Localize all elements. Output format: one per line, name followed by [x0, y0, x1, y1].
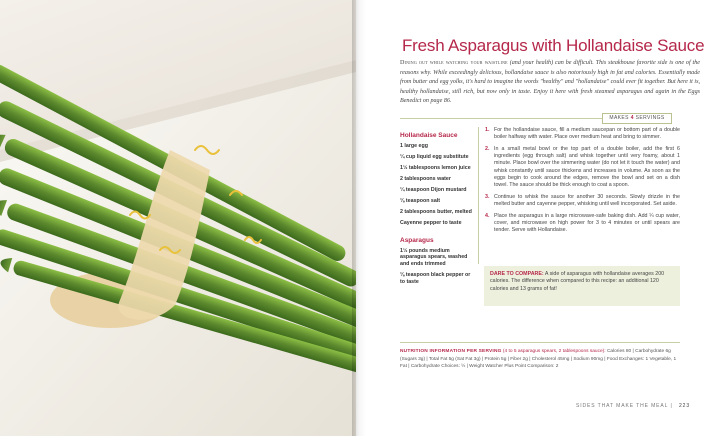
- footer-section: SIDES THAT MAKE THE MEAL: [575, 403, 669, 409]
- page-footer: [540, 403, 690, 409]
- makes-suffix: SERVINGS: [635, 115, 665, 121]
- step-number: 1.: [485, 127, 490, 133]
- ingredient-item: Cayenne pepper to taste: [400, 219, 462, 226]
- step-number: 3.: [485, 193, 490, 200]
- step-number: 2.: [485, 145, 490, 152]
- makes-count: 4: [630, 115, 634, 121]
- ingredient-item: ¼ teaspoon Dijon mustard: [400, 186, 467, 193]
- recipe-page: [366, 0, 710, 436]
- step-number: 4.: [485, 212, 490, 219]
- ingredient-item: ⅛ teaspoon salt: [400, 197, 441, 204]
- dare-text: A side of asparagus with hollandaise averages 200 calories. The difference when compared to this recipe: an additional 120 calories and 13 grams of fat!: [490, 271, 665, 292]
- step-text: In a small metal bowl or the top part of a double boiler, add the first 6 ingredients (egg through salt) and whisk together until very foamy, about 1 minute. Place bowl over the simmering water (do not let it touch the water) and whisk constantly until sauce thickens and increases in volume. As soon as the eggs begin to cook around the edges, remove the bowl and set on a dish towel. The sauce should be thick enough to coat a spoon.: [494, 145, 680, 189]
- asparagus-heading: Asparagus: [400, 236, 434, 244]
- ingredient-item: ¼ cup liquid egg substitute: [400, 153, 469, 160]
- direction-step: [485, 213, 680, 235]
- makes-servings-box: [602, 113, 672, 124]
- intro-body: (and your health) can be difficult. This steakhouse favorite side is one of the reasons why. While exceedingly delicious, hollandaise sauce is also notoriously high in fat and calories. Essentially made from butter and egg yolks, it's hard to imagine the words "healthy" and "hollandaise" could ever fit together. But here it is, healthy hollandaise, still rich, but now only in taste. Enjoy it here with fresh steamed asparagus and again in the Eggs Benedict on page 86.: [400, 60, 700, 104]
- dare-label: DARE TO COMPARE:: [490, 271, 544, 277]
- ingredient-item: 2 tablespoons butter, melted: [400, 208, 472, 215]
- ingredient-item: ⅛ teaspoon black pepper or to taste: [400, 272, 471, 286]
- makes-prefix: MAKES: [609, 115, 629, 121]
- makes-divider: [400, 118, 602, 119]
- ingredient-item: 1½ tablespoons lemon juice: [400, 164, 471, 171]
- step-text: Continue to whisk the sauce for another 30 seconds. Slowly drizzle in the melted butter and cayenne pepper, whisking until well incorporated. Set aside.: [494, 193, 680, 208]
- dare-to-compare-box: [484, 266, 680, 306]
- ingredient-item: 1½ pounds medium asparagus spears, washed and ends trimmed: [400, 247, 468, 268]
- ingredients-column: [400, 132, 472, 290]
- nutrition-label: NUTRITION INFORMATION PER SERVING: [400, 349, 502, 354]
- ingredient-item: 2 tablespoons water: [400, 175, 451, 182]
- direction-step: [485, 194, 680, 209]
- recipe-title: Fresh Asparagus with Hollandaise Sauce: [402, 36, 705, 55]
- book-gutter: [352, 0, 366, 436]
- nutrition-text: Calories 80 | Carbohydrate 6g (Sugars 3g) | Total Fat 5g (Sat Fat 3g) | Protein 5g | Fiber 2g | Cholesterol 45mg | Sodium 90mg | Food Exchanges: 1 Vegetable, 1 Fat | Carbohydrate Choices: ½ | Weight Watcher Plus Point Comparison: 2: [400, 349, 677, 370]
- nutrition-info: [400, 342, 680, 371]
- step-text: Place the asparagus in a large microwave-safe baking dish. Add ¼ cup water, cover, and microwave on high power for 3 to 4 minutes or until spears are tender. Serve with Hollandaise.: [494, 212, 680, 234]
- step-text: For the hollandaise sauce, fill a medium saucepan or bottom part of a double boiler halfway with water. Place over medium heat and bring to simmer.: [494, 127, 680, 141]
- ingredient-item: 1 large egg: [400, 143, 428, 149]
- direction-step: [485, 127, 680, 142]
- direction-step: [485, 146, 680, 190]
- footer-separator: |: [670, 403, 673, 409]
- directions-column: [478, 127, 680, 264]
- intro-lead: Dining out while watching your waistline: [400, 60, 508, 66]
- sauce-heading: Hollandaise Sauce: [400, 132, 458, 139]
- page-number: 223: [678, 403, 690, 409]
- recipe-intro: [400, 59, 700, 107]
- nutrition-serving: (4 to 5 asparagus spears, 2 tablespoons sauce):: [502, 349, 606, 354]
